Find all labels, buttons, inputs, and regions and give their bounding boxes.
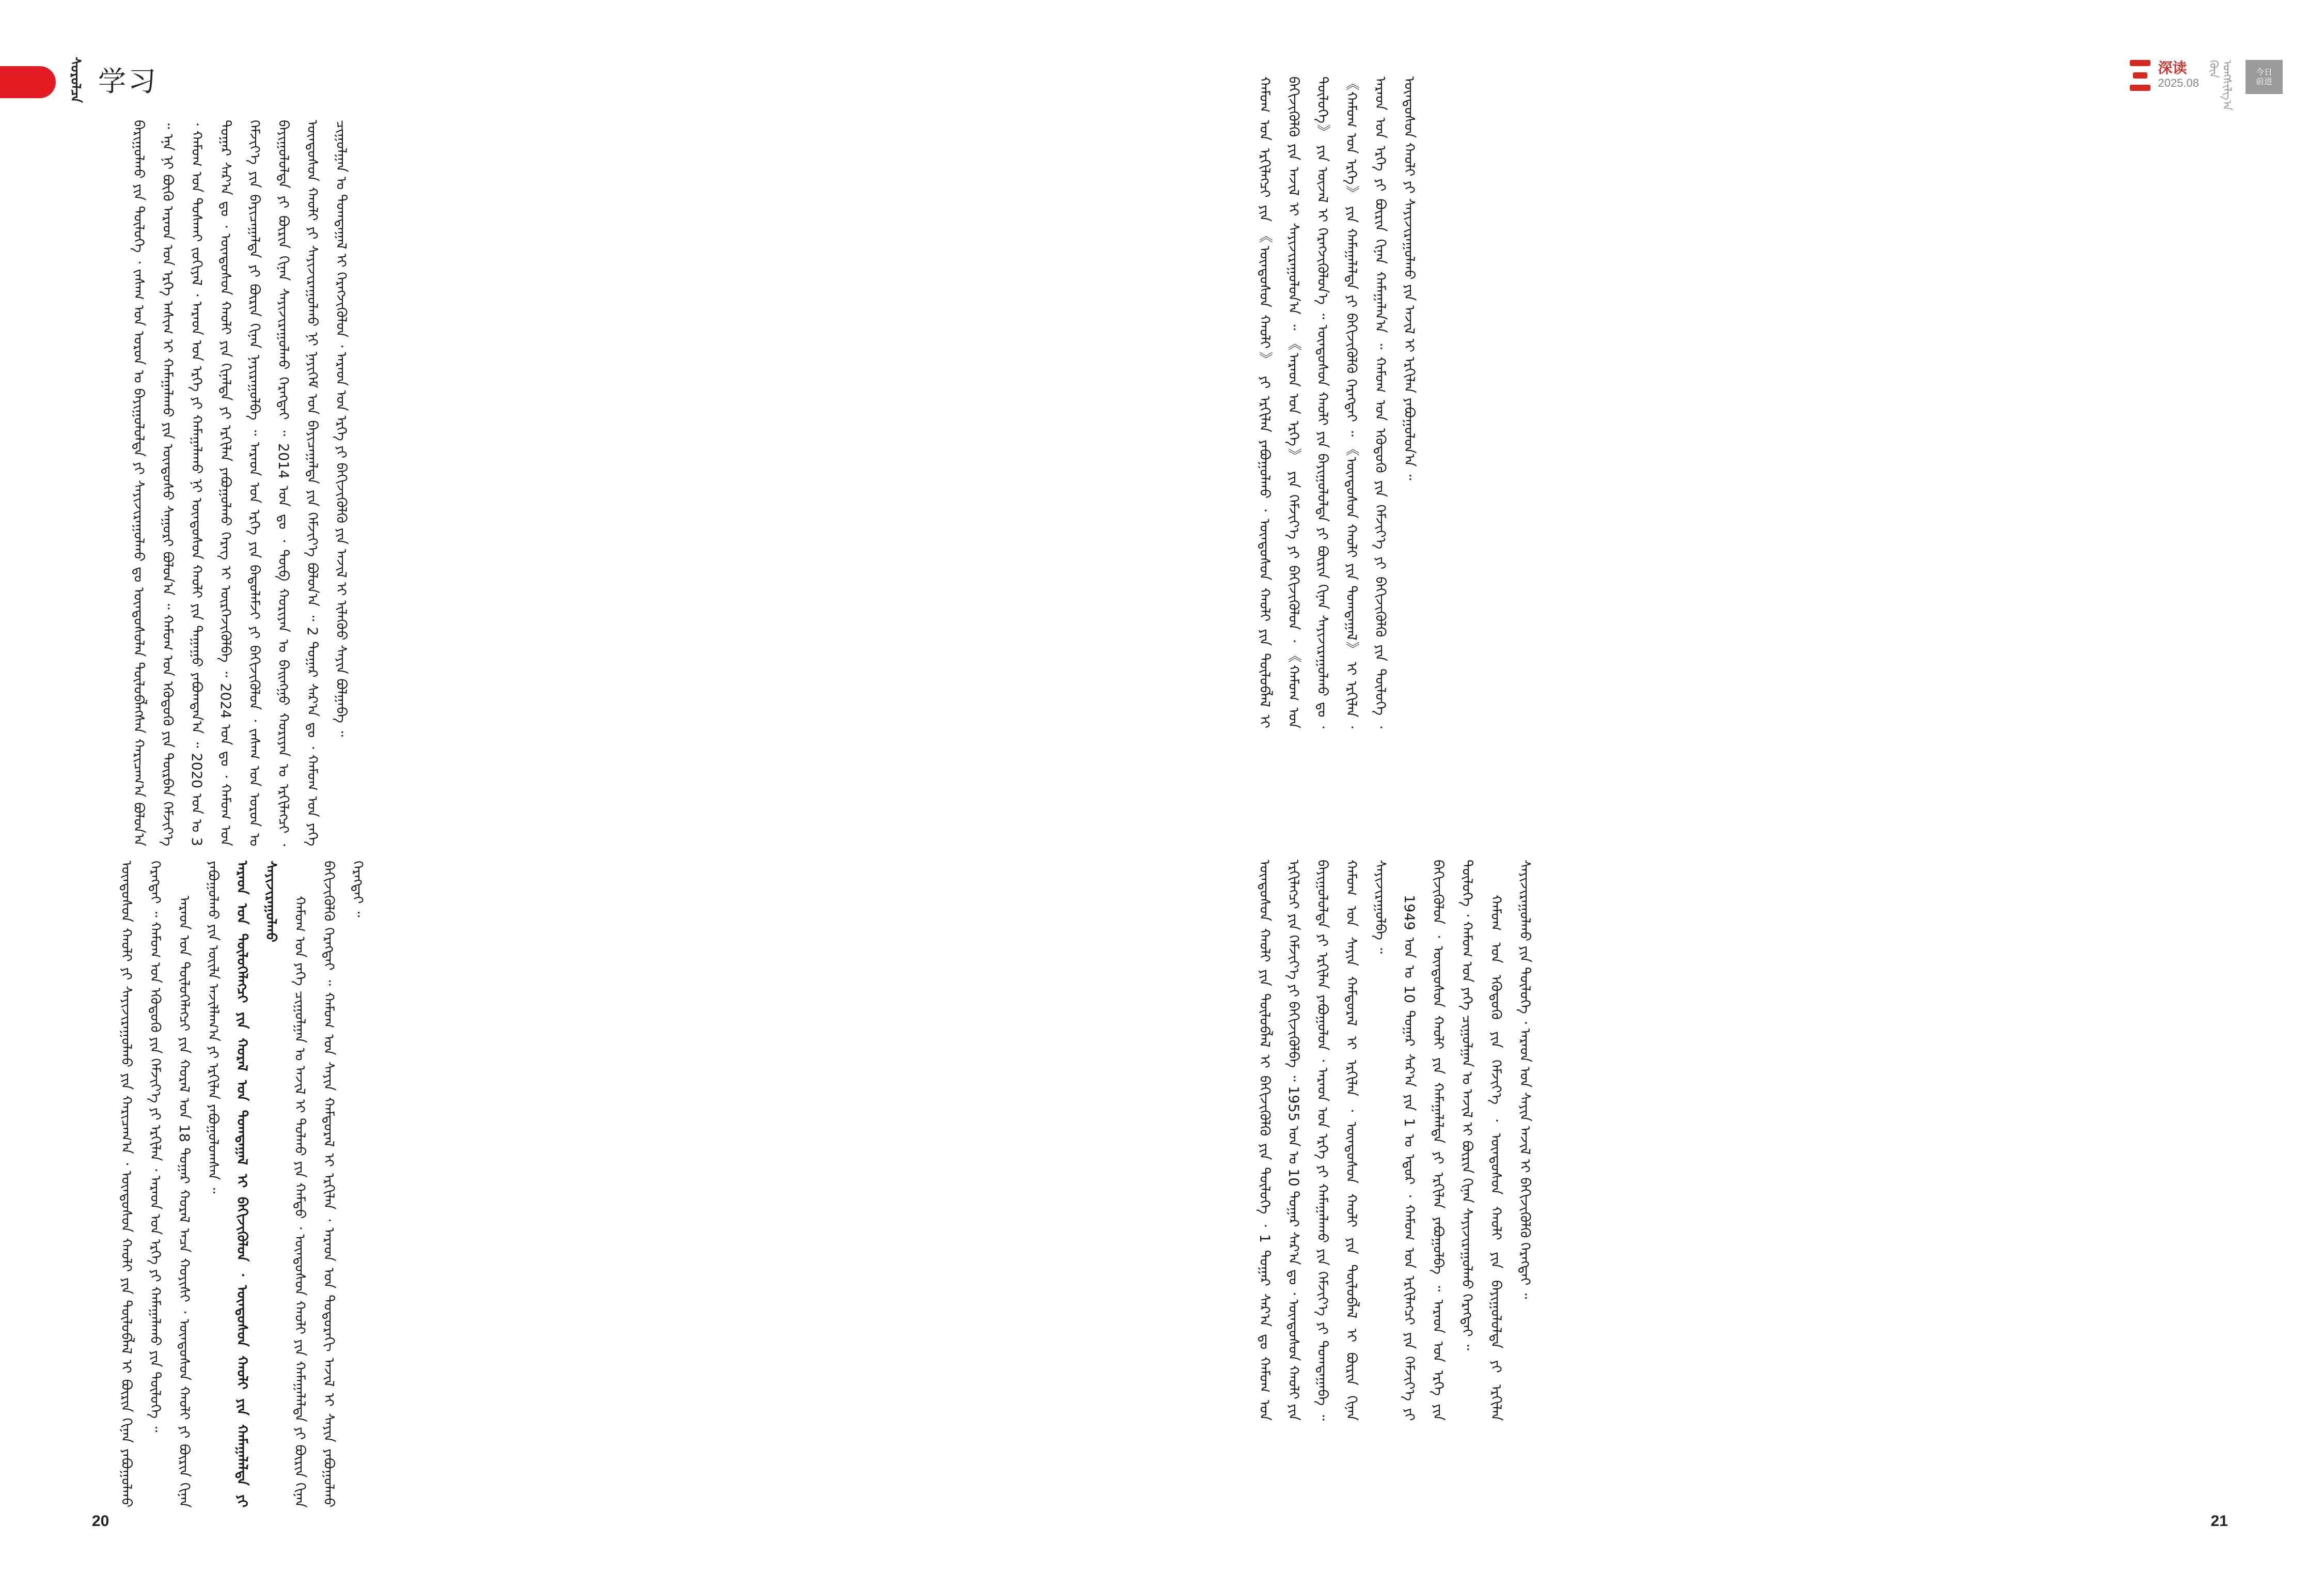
paragraph: ᠬᠠᠮᠤᠭ ᠤᠨ ᠡᠷᠬᠢᠯᠡᠭᠴᠢ ᠶᠢᠨ 《ᠦᠨᠳᠦᠰᠦᠨ ᠬᠠᠤᠯᠢ》 ᠶᠢ ᠡᠷᠬᠢᠯᠡᠨ ᠶᠠᠪᠤᠭᠤᠯᠬᠤ ᠂ ᠦᠨᠳᠦᠰᠦᠨ ᠬᠠᠤᠯᠢ ᠶᠢᠨ ᠲᠥᠯᠦᠪᠯᠡᠯ ᠢ ᠪᠡᠬᠢᠵᠢᠭᠦᠯᠬᠦ ᠶᠢᠨ ᠠᠵᠢᠯ ᠢ ᠰᠠᠶᠢᠵᠢᠷᠠᠭᠤᠯᠤᠨ᠎ᠠ ᠃ 《ᠠᠷᠠᠳ ᠤᠨ ᠡᠷᠬᠡ》 ᠶᠢᠨ ᠬᠡᠮᠵᠢᠶ᠎ᠡ ᠶᠢ ᠪᠡᠬᠢᠵᠢᠭᠦᠯᠦᠨ ᠂ 《ᠬᠠᠮᠤᠭ ᠤᠨ ᠲᠥᠯᠦᠭᠡ》 ᠶᠢᠨ ᠦᠵᠡᠯ ᠢ ᠬᠡᠷᠡᠭᠵᠢᠭᠦᠯᠦᠨ᠎ᠡ ᠃ ᠦᠨᠳᠦᠰᠦᠨ ᠬᠠᠤᠯᠢ ᠶᠢᠨ ᠪᠠᠶᠢᠭᠤᠯᠤᠯᠲᠠ ᠶᠢ ᠪᠦᠷᠢᠨ ᠬᠢᠨᠠᠨ ᠰᠠᠶᠢᠵᠢᠷᠠᠭᠤᠯᠬᠤ ᠳᠤ ᠂ 《ᠬᠠᠮᠤᠭ ᠤᠨ ᠡᠷᠬᠡ》 ᠶᠢᠨ ᠬᠠᠮᠠᠭᠠᠯᠠᠯᠲᠠ ᠶᠢ ᠪᠡᠬᠢᠵᠢᠭᠦᠯᠬᠦ ᠬᠡᠷᠡᠭᠲᠡᠶ ᠃ 《ᠦᠨᠳᠦᠰᠦᠨ ᠬᠠᠤᠯᠢ ᠶᠢᠨ ᠲᠣᠭᠲᠠᠭᠠᠯ》 ᠢ ᠡᠷᠬᠢᠯᠡᠨ ᠂ ᠠᠷᠠᠳ ᠤᠨ ᠡᠷᠬᠡ ᠶᠢ ᠪᠦᠷᠢᠨ ᠬᠢᠨᠠᠨ ᠬᠠᠮᠠᠭᠠᠯᠠᠨ᠎ᠠ ᠃ ᠬᠠᠮᠤᠭ ᠤᠨ ᠡᠭᠦᠳᠦᠬᠦ ᠶᠢᠨ ᠬᠡᠮᠵᠢᠶ᠎ᠡ ᠶᠢ ᠪᠡᠬᠢᠵᠢᠭᠦᠯᠬᠦ ᠶᠢᠨ ᠲᠥᠯᠦᠭᠡ ᠂ ᠦᠨᠳᠦᠰᠦᠨ ᠬᠠᠤᠯᠢ ᠶᠢ ᠰᠠᠶᠢᠵᠢᠷᠠᠭᠤᠯᠬᠤ ᠶᠢᠨ ᠠᠵᠢᠯ ᠢ ᠡᠷᠬᠢᠯᠡᠨ ᠶᠠᠪᠤᠭᠤᠯᠤᠨ᠎ᠠ ᠃	[1257, 76, 1417, 728]
magazine-logo-box: 今日 前进	[2246, 60, 2283, 94]
section-header	[67, 57, 158, 101]
subheading: ᠠᠷᠠᠳ ᠤᠨ ᠲᠥᠯᠦᠭᠡᠯᠡᠭᠴᠢ ᠶᠢᠨ ᠬᠤᠷᠠᠯ ᠤᠨ ᠲᠣᠭᠲᠠᠭᠠᠯ ᠢ ᠪᠡᠬᠢᠵᠢᠭᠦᠯᠦᠨ ᠂ ᠦᠨᠳᠦᠰᠦᠨ ᠬᠠᠤᠯᠢ ᠶᠢᠨ ᠬᠠᠮᠠᠭᠠᠯᠠᠯᠲᠠ ᠶᠢ ᠰᠠᠶᠢᠵᠢᠷᠠᠭᠤᠯᠬᠤ	[234, 861, 279, 1507]
paragraph: ᠬᠠᠮᠤᠭ ᠤᠨ ᠡᠭᠦᠳᠦᠬᠦ ᠶᠢᠨ ᠬᠡᠮᠵᠢᠶ᠎ᠡ ᠂ ᠦᠨᠳᠦᠰᠦᠨ ᠬᠠᠤᠯᠢ ᠶᠢᠨ ᠪᠠᠶᠢᠭᠤᠯᠤᠯᠲᠠ ᠶᠢ ᠡᠷᠬᠢᠯᠡᠨ ᠰᠠᠶᠢᠵᠢᠷᠠᠭᠤᠯᠬᠤ ᠶᠢᠨ ᠲᠥᠯᠦᠭᠡ ᠂ ᠠᠷᠠᠳ ᠤᠨ ᠰᠠᠶᠢᠨ ᠠᠵᠢᠯ ᠢ ᠪᠡᠬᠢᠵᠢᠭᠦᠯᠬᠦ ᠬᠡᠷᠡᠭᠲᠡᠶ ᠃	[1488, 860, 1533, 1421]
issue-date: 2025.08	[2158, 76, 2199, 89]
paragraph: ᠦᠨᠳᠦᠰᠦᠨ ᠬᠠᠤᠯᠢ ᠶᠢ ᠰᠠᠶᠢᠵᠢᠷᠠᠭᠤᠯᠬᠤ ᠶᠢᠨ ᠬᠠᠷᠢᠴᠠᠭ᠎ᠠ ᠂ ᠦᠨᠳᠦᠰᠦᠨ ᠬᠠᠤᠯᠢ ᠶᠢᠨ ᠲᠥᠯᠦᠪᠯᠡᠯ ᠢ ᠪᠦᠷᠢᠨ ᠬᠢᠨᠠᠨ ᠶᠠᠪᠤᠭᠤᠯᠬᠤ ᠬᠡᠷᠡᠭᠲᠡᠶ ᠃ ᠬᠠᠮᠤᠭ ᠤᠨ ᠡᠭᠦᠳᠦᠬᠦ ᠶᠢᠨ ᠬᠡᠮᠵᠢᠶ᠎ᠡ ᠶᠢ ᠡᠷᠬᠢᠯᠡᠨ ᠂ ᠠᠷᠠᠳ ᠤᠨ ᠡᠷᠬᠡ ᠶᠢ ᠬᠠᠮᠠᠭᠠᠯᠠᠬᠤ ᠶᠢᠨ ᠲᠥᠯᠦᠭᠡ ᠃	[118, 861, 163, 1507]
paragraph: ᠠᠷᠠᠳ ᠤᠨ ᠲᠥᠯᠦᠭᠡᠯᠡᠭᠴᠢ ᠶᠢᠨ ᠬᠤᠷᠠᠯ ᠤᠨ 18 ᠳᠤᠭᠠᠷ ᠬᠤᠷᠠᠯ ᠠᠴᠠ ᠬᠣᠶᠢᠰᠢ ᠂ ᠦᠨᠳᠦᠰᠦᠨ ᠬᠠᠤᠯᠢ ᠶᠢ ᠪᠦᠷᠢᠨ ᠬᠢᠨᠠᠨ ᠶᠠᠪᠤᠭᠤᠯᠬᠤ ᠶᠢᠨ ᠦᠢᠯᠡ ᠠᠵᠢᠯᠯᠠᠭ᠎ᠠ ᠶᠢ ᠡᠷᠬᠢᠯᠡᠨ ᠶᠠᠪᠤᠭᠤᠯᠤᠭᠰᠠᠨ ᠃	[176, 861, 221, 1507]
page-21-bottom-text	[1250, 860, 1921, 1421]
page-number-right: 21	[2210, 1513, 2228, 1530]
paragraph: ᠦᠨᠳᠦᠰᠦᠨ ᠬᠠᠤᠯᠢ ᠶᠢᠨ ᠲᠥᠯᠦᠪᠯᠡᠯ ᠢ ᠪᠡᠬᠢᠵᠢᠭᠦᠯᠬᠦ ᠶᠢᠨ ᠲᠥᠯᠦᠭᠡ ᠂ 1 ᠳᠤᠭᠠᠷ ᠰᠠᠷ᠎ᠠ ᠳᠤ ᠬᠠᠮᠤᠭ ᠤᠨ ᠡᠷᠬᠢᠯᠡᠭᠴᠢ ᠶᠢᠨ ᠬᠡᠮᠵᠢᠶ᠎ᠡ ᠶᠢ ᠪᠡᠬᠢᠵᠢᠭᠦᠯᠪᠡ ᠃ 1955 ᠣᠨ ᠤ 10 ᠳᠤᠭᠠᠷ ᠰᠠᠷ᠎ᠠ ᠳᠤ ᠂ ᠦᠨᠳᠦᠰᠦᠨ ᠬᠠᠤᠯᠢ ᠶᠢᠨ ᠪᠠᠶᠢᠭᠤᠯᠤᠯᠲᠠ ᠶᠢ ᠡᠷᠬᠢᠯᠡᠨ ᠶᠠᠪᠤᠭᠤᠯᠤᠨ ᠂ ᠠᠷᠠᠳ ᠤᠨ ᠡᠷᠬᠡ ᠶᠢ ᠬᠠᠮᠠᠭᠠᠯᠠᠬᠤ ᠶᠢᠨ ᠬᠡᠮᠵᠢᠶ᠎ᠡ ᠶᠢ ᠲᠣᠭᠲᠠᠭᠠᠪᠠ ᠃ ᠬᠠᠮᠤᠭ ᠤᠨ ᠰᠠᠶᠢᠨ ᠬᠠᠮᠲᠤᠷᠠᠯ ᠢ ᠡᠷᠬᠢᠯᠡᠨ ᠂ ᠦᠨᠳᠦᠰᠦᠨ ᠬᠠᠤᠯᠢ ᠶᠢᠨ ᠲᠥᠯᠦᠪᠯᠡᠯ ᠢ ᠪᠦᠷᠢᠨ ᠬᠢᠨᠠᠨ ᠰᠠᠶᠢᠵᠢᠷᠠᠭᠤᠯᠪᠠ ᠃	[1257, 860, 1388, 1421]
paragraph: 1949 ᠣᠨ ᠤ 10 ᠳᠤᠭᠠᠷ ᠰᠠᠷ᠎ᠠ ᠶᠢᠨ 1 ᠤ ᠡᠳᠦᠷ ᠂ ᠬᠠᠮᠤᠭ ᠤᠨ ᠡᠷᠬᠢᠯᠡᠭᠴᠢ ᠶᠢᠨ ᠬᠡᠮᠵᠢᠶ᠎ᠡ ᠶᠢ ᠪᠡᠬᠢᠵᠢᠭᠦᠯᠦᠨ ᠂ ᠦᠨᠳᠦᠰᠦᠨ ᠬᠠᠤᠯᠢ ᠶᠢᠨ ᠬᠠᠮᠠᠭᠠᠯᠠᠯᠲᠠ ᠶᠢ ᠡᠷᠬᠢᠯᠡᠨ ᠶᠠᠪᠤᠭᠤᠯᠪᠠ ᠃ ᠠᠷᠠᠳ ᠤᠨ ᠡᠷᠬᠡ ᠶᠢᠨ ᠲᠥᠯᠦᠭᠡ ᠂ ᠬᠠᠮᠤᠭ ᠤᠨ ᠶᠡᠬᠡ ᠴᠢᠭᠤᠯᠭᠠᠨ ᠤ ᠠᠵᠢᠯ ᠢ ᠪᠦᠷᠢᠨ ᠬᠢᠨᠠᠨ ᠰᠠᠶᠢᠵᠢᠷᠠᠭᠤᠯᠬᠤ ᠬᠡᠷᠡᠭᠲᠡᠶ ᠃	[1401, 860, 1475, 1421]
page-20-bottom-text	[112, 861, 1058, 1507]
page-21-top-text	[1250, 76, 2200, 728]
paragraph: ᠪᠠᠷᠢᠭᠤᠯᠬᠤ ᠶᠢᠨ ᠲᠦᠯᠦᠭᠡ ᠂ ᠵᠠᠰᠠᠭ ᠤᠨ ᠣᠷᠣᠨ ᠤ ᠪᠠᠶᠢᠭᠤᠯᠤᠯᠲᠠ ᠶᠢ ᠰᠠᠶᠢᠵᠢᠷᠠᠭᠤᠯᠬᠤ ᠳᠤ ᠦᠨᠳᠦᠰᠦᠯᠡᠨ ᠲᠥᠯᠦᠪᠯᠡᠭᠰᠡᠨ ᠬᠠᠷᠢᠴᠠᠭ᠎ᠠ ᠪᠣᠯᠤᠨ᠎ᠠ ᠃ ᠡᠨᠡ ᠨᠢ ᠪᠦᠬᠦ ᠠᠷᠠᠳ ᠤᠨ ᠡᠷᠬᠡ ᠠᠰᠢᠭ ᠢ ᠬᠠᠮᠠᠭᠠᠯᠠᠬᠤ ᠶᠢᠨ ᠦᠨᠳᠦᠰᠦ ᠰᠠᠭᠤᠷᠢ ᠪᠣᠯᠤᠨ᠎ᠠ ᠃ ᠬᠠᠮᠤᠭ ᠤᠨ ᠡᠭᠦᠳᠦᠬᠦ ᠶᠢᠨ ᠳᠥᠷᠪᠡᠨ ᠬᠡᠮᠵᠢᠶ᠎ᠡ ᠂ ᠬᠠᠮᠤᠭ ᠤᠨ ᠲᠤᠰᠬᠠᠶ ᠵᠣᠬᠢᠶᠠᠯ ᠂ ᠠᠷᠠᠳ ᠤᠨ ᠡᠷᠬᠡ ᠶᠢ ᠬᠠᠮᠠᠭᠠᠯᠠᠬᠤ ᠨᠢ ᠦᠨᠳᠦᠰᠦᠨ ᠬᠠᠤᠯᠢ ᠶᠢᠨ ᠳᠠᠭᠠᠭᠤ ᠶᠠᠪᠤᠭᠳᠠᠨ᠎ᠠ ᠃ 2020 ᠣᠨ ᠤ 3 ᠳᠤᠭᠠᠷ ᠰᠠᠷ᠎ᠠ ᠳᠤ ᠂ ᠦᠨᠳᠦᠰᠦᠨ ᠬᠠᠤᠯᠢ ᠶᠢᠨ ᠬᠢᠨᠠᠯᠲᠠ ᠶᠢ ᠡᠷᠬᠢᠯᠡᠨ ᠶᠠᠪᠤᠭᠤᠯᠬᠤ ᠬᠡᠷᠡᠭ ᠢ ᠥᠷᠭᠡᠵᠢᠭᠦᠯᠪᠡ ᠃ 2024 ᠣᠨ ᠳᠤ ᠂ ᠬᠠᠮᠤᠭ ᠤᠨ ᠬᠡᠮᠵᠢᠶ᠎ᠡ ᠶᠢᠨ ᠪᠠᠶᠢᠴᠠᠭᠠᠯᠲᠠ ᠶᠢ ᠪᠦᠷᠢᠨ ᠬᠢᠨᠠᠨ ᠨᠠᠶᠢᠷᠠᠭᠤᠯᠪᠠ ᠃ ᠠᠷᠠᠳ ᠤᠨ ᠡᠷᠬᠡ ᠶᠢᠨ ᠪᠠᠲᠤᠯᠠᠮᠵᠢ ᠶᠢ ᠪᠡᠬᠢᠵᠢᠭᠦᠯᠦᠨ ᠂ ᠵᠠᠰᠠᠭ ᠤᠨ ᠣᠷᠣᠨ ᠤ ᠪᠠᠶᠢᠭᠤᠯᠤᠯᠲᠠ ᠶᠢ ᠪᠦᠷᠢᠨ ᠬᠢᠨᠠᠨ ᠰᠠᠶᠢᠵᠢᠷᠠᠭᠤᠯᠬᠤ ᠬᠡᠷᠡᠭᠲᠡᠶ ᠃ 2014 ᠣᠨ ᠳᠤ ᠂ ᠲᠥᠪ ᠬᠣᠷᠢᠶᠠᠨ ᠤ ᠪᠠᠢᠩᠭᠤ ᠬᠣᠷᠢᠶᠠᠨ ᠤ ᠡᠷᠬᠢᠯᠡᠭᠴᠢ ᠂ ᠦᠨᠳᠦᠰᠦᠨ ᠬᠠᠤᠯᠢ ᠶᠢ ᠰᠠᠶᠢᠵᠢᠷᠠᠭᠤᠯᠬᠤ ᠨᠢ ᠨᠡᠶᠢᠭᠡᠮ ᠤᠨ ᠪᠠᠶᠢᠴᠠᠭᠠᠯᠲᠠ ᠶᠢᠨ ᠬᠡᠮᠵᠢᠶ᠎ᠡ ᠪᠣᠯᠤᠨ᠎ᠠ ᠃ 2 ᠳᠤᠭᠠᠷ ᠰᠠᠷ᠎ᠠ ᠳᠤ ᠂ ᠬᠠᠮᠤᠭ ᠤᠨ ᠶᠡᠬᠡ ᠴᠢᠭᠤᠯᠭᠠᠨ ᠤ ᠲᠣᠭᠲᠠᠭᠠᠯ ᠢ ᠬᠡᠷᠡᠭᠵᠢᠭᠦᠯᠦᠨ ᠂ ᠠᠷᠠᠳ ᠤᠨ ᠡᠷᠬᠡ ᠶᠢ ᠪᠡᠬᠢᠵᠢᠭᠦᠯᠬᠦ ᠶᠢᠨ ᠠᠵᠢᠯ ᠢ ᠢᠯᠡᠭᠦᠦ ᠰᠠᠶᠢᠨ ᠪᠣᠯᠭᠠᠪᠠ ᠃	[131, 120, 349, 846]
brand-mongolian-name: ᠭᠦᠨ ᠤᠩᠰᠢᠯᠭ᠎ᠠ	[2207, 60, 2233, 111]
paragraph: ᠬᠠᠮᠤᠭ ᠤᠨ ᠶᠡᠬᠡ ᠴᠢᠭᠤᠯᠭᠠᠨ ᠤ ᠠᠵᠢᠯ ᠢ ᠲᠤᠯᠬᠤ ᠶᠢᠨ ᠬᠠᠮᠲᠤ ᠂ ᠦᠨᠳᠦᠰᠦᠨ ᠬᠠᠤᠯᠢ ᠶᠢᠨ ᠬᠠᠮᠠᠭᠠᠯᠠᠯᠲᠠ ᠶᠢ ᠪᠦᠷᠢᠨ ᠬᠢᠨᠠᠨ ᠪᠡᠬᠢᠵᠢᠭᠦᠯᠬᠦ ᠬᠡᠷᠡᠭᠲᠡᠶ ᠃ ᠬᠠᠮᠤᠭ ᠤᠨ ᠰᠠᠶᠢᠨ ᠬᠠᠮᠲᠤᠷᠠᠯ ᠢ ᠡᠷᠬᠢᠯᠡᠨ ᠂ ᠠᠷᠠᠳ ᠤᠨ ᠳᠣᠲᠣᠷᠠᠬᠢ ᠠᠵᠢᠯ ᠢ ᠰᠠᠶᠢᠨ ᠶᠠᠪᠤᠭᠤᠯᠬᠤ ᠬᠡᠷᠡᠭᠲᠡᠶ ᠃	[292, 861, 366, 1507]
page-number-left: 20	[92, 1513, 109, 1530]
page-20-top-text	[124, 120, 804, 846]
brand-column-name: 深读	[2158, 59, 2187, 76]
section-color-tab	[0, 66, 56, 98]
section-title: 学习	[98, 65, 158, 98]
section-title-mongolian: ᠰᠤᠷᠤᠯᠴᠠ	[68, 57, 83, 103]
